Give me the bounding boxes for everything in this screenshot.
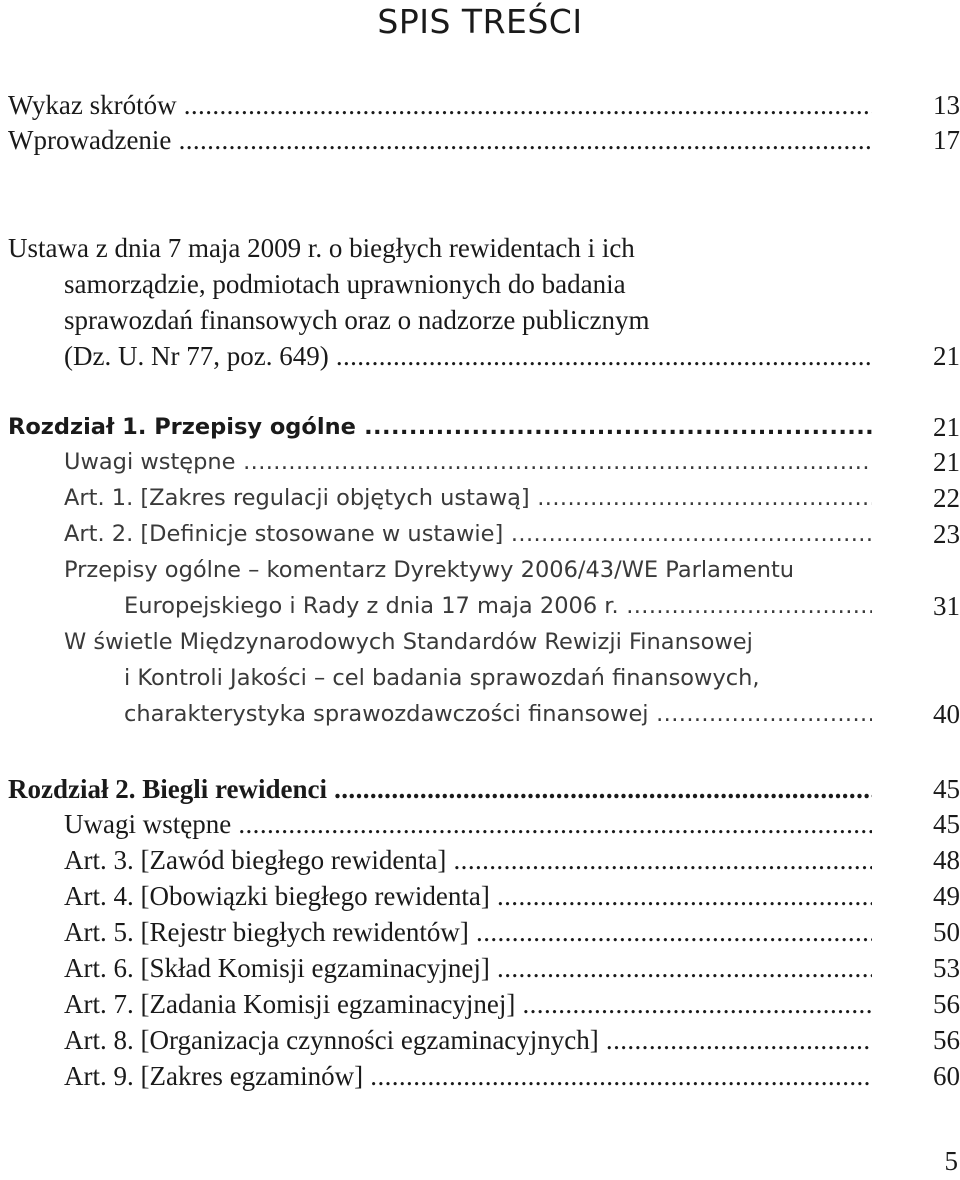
- toc-entry-directive-commentary[interactable]: [124, 588, 872, 624]
- toc-entry-label: Art. 6. [Skład Komisji egzaminacyjnej] .....: [64, 953, 872, 983]
- toc-chapter-1[interactable]: [8, 409, 872, 445]
- act-title-line: Ustawa z dnia 7 maja 2009 r. o biegłych rewidentach i ich: [8, 233, 635, 263]
- toc-page-number: 40: [933, 699, 960, 729]
- toc-entry-label: Europejskiego i Rady z dnia 17 maja 2006 r. .....: [124, 593, 872, 619]
- toc-entry-art-8[interactable]: [64, 1022, 872, 1058]
- toc-page-number: 21: [933, 341, 960, 371]
- toc-page-number: 13: [933, 90, 960, 120]
- toc-page-number: 23: [933, 519, 960, 549]
- toc-entry-label: Art. 3. [Zawód biegłego rewidenta] .....: [64, 845, 872, 875]
- toc-entry-art-4[interactable]: [64, 878, 872, 914]
- act-title-line: samorządzie, podmiotach uprawnionych do badania: [64, 269, 626, 299]
- toc-entry-label: Wprowadzenie .....: [8, 125, 872, 155]
- toc-entry-label: Art. 1. [Zakres regulacji objętych ustawą] .....: [64, 485, 872, 511]
- toc-page-number: 31: [933, 591, 960, 621]
- toc-entry-art-7[interactable]: [64, 986, 872, 1022]
- toc-page-number: 21: [933, 447, 960, 477]
- toc-chapter-2[interactable]: [8, 771, 872, 807]
- toc-entry-label: Art. 9. [Zakres egzaminów] .....: [64, 1061, 872, 1091]
- toc-page-number: 45: [933, 809, 960, 839]
- toc-entry-standards[interactable]: [124, 696, 872, 732]
- toc-entry-art-6[interactable]: [64, 950, 872, 986]
- toc-page-number: 48: [933, 845, 960, 875]
- toc-page-number: 60: [933, 1061, 960, 1091]
- toc-entry-art-3[interactable]: [64, 842, 872, 878]
- toc-page-number: 45: [933, 774, 960, 804]
- toc-page-number: 17: [933, 125, 960, 155]
- page-number: 5: [944, 1146, 958, 1176]
- toc-entry-label: Art. 4. [Obowiązki biegłego rewidenta] .....: [64, 881, 872, 911]
- toc-entry-label: Art. 7. [Zadania Komisji egzaminacyjnej] .....: [64, 989, 872, 1019]
- toc-page-number: 50: [933, 917, 960, 947]
- toc-page-number: 49: [933, 881, 960, 911]
- toc-entry-line: W świetle Międzynarodowych Standardów Rewizji Finansowej: [64, 629, 753, 655]
- toc-entry-art-9[interactable]: [64, 1058, 872, 1094]
- toc-page-number: 56: [933, 989, 960, 1019]
- toc-entry-art-5[interactable]: [64, 914, 872, 950]
- toc-entry-art-1[interactable]: [64, 480, 872, 516]
- toc-entry-label: Art. 8. [Organizacja czynności egzaminacyjnych] .....: [64, 1025, 872, 1055]
- toc-entry-label: Wykaz skrótów .....: [8, 90, 872, 120]
- toc-entry-art-2[interactable]: [64, 516, 872, 552]
- toc-entry-line: i Kontroli Jakości – cel badania sprawozdań finansowych,: [124, 665, 760, 691]
- toc-page-number: 53: [933, 953, 960, 983]
- toc-entry-label: Art. 2. [Definicje stosowane w ustawie] .....: [64, 521, 872, 547]
- toc-entry-abbreviations[interactable]: [8, 87, 872, 123]
- toc-entry-label: (Dz. U. Nr 77, poz. 649) .....: [64, 341, 872, 371]
- toc-entry-label: Rozdział 2. Biegli rewidenci .....: [8, 774, 872, 804]
- toc-entry-introduction[interactable]: [8, 122, 872, 158]
- toc-entry-act[interactable]: [64, 338, 872, 374]
- toc-entry-label: Art. 5. [Rejestr biegłych rewidentów] .....: [64, 917, 872, 947]
- toc-entry-label: Uwagi wstępne .....: [64, 809, 872, 839]
- toc-entry-remarks[interactable]: [64, 806, 872, 842]
- toc-page-number: 21: [933, 412, 960, 442]
- toc-page-number: 22: [933, 483, 960, 513]
- act-title-line: sprawozdań finansowych oraz o nadzorze publicznym: [64, 305, 650, 335]
- toc-entry-line: Przepisy ogólne – komentarz Dyrektywy 2006/43/WE Parlamentu: [64, 557, 795, 583]
- page-title: SPIS TREŚCI: [377, 2, 583, 41]
- toc-entry-label: charakterystyka sprawozdawczości finansowej .....: [124, 701, 872, 727]
- toc-page-number: 56: [933, 1025, 960, 1055]
- toc-entry-remarks[interactable]: [64, 444, 872, 480]
- toc-entry-label: Rozdział 1. Przepisy ogólne .....: [8, 414, 872, 440]
- toc-entry-label: Uwagi wstępne .....: [64, 449, 872, 475]
